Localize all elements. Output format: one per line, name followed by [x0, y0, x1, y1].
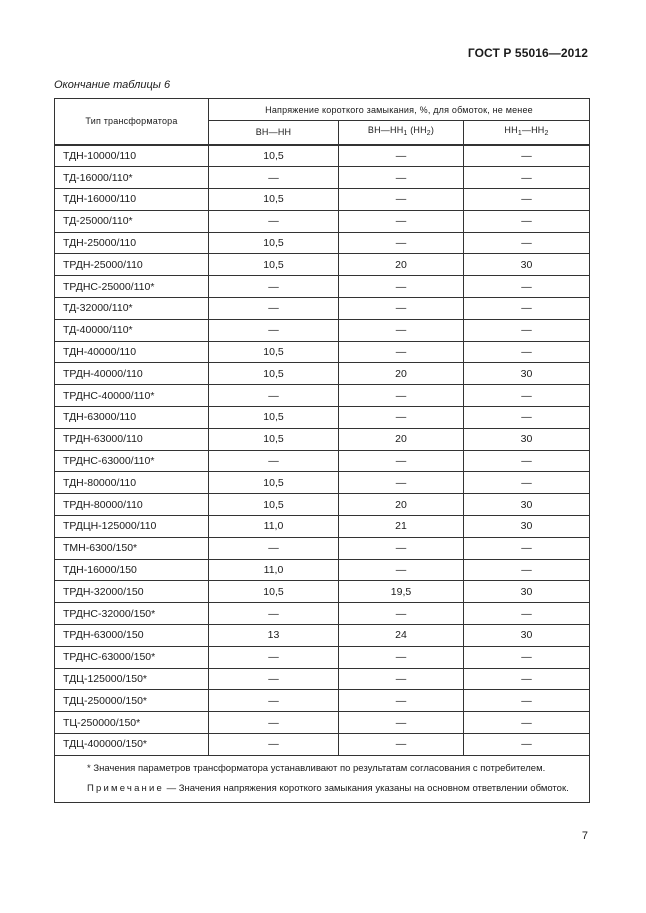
cell-voltage-value: —	[209, 450, 339, 472]
cell-voltage-value: —	[209, 668, 339, 690]
cell-transformer-type: ТДН-16000/150	[55, 559, 209, 581]
cell-voltage-value: —	[339, 537, 464, 559]
cell-transformer-type: ТДЦ-400000/150*	[55, 734, 209, 756]
cell-voltage-value: —	[339, 734, 464, 756]
table-row	[55, 581, 590, 603]
cell-voltage-value: —	[339, 145, 464, 167]
cell-voltage-value: —	[464, 341, 590, 363]
cell-transformer-type: ТРДЦН-125000/110	[55, 516, 209, 538]
cell-transformer-type: ТДН-10000/110	[55, 145, 209, 167]
cell-voltage-value: —	[209, 646, 339, 668]
cell-transformer-type: ТРДНС-32000/150*	[55, 603, 209, 625]
cell-voltage-value: —	[464, 734, 590, 756]
cell-voltage-value: 10,5	[209, 494, 339, 516]
cell-voltage-value: 10,5	[209, 254, 339, 276]
cell-voltage-value: —	[209, 167, 339, 189]
cell-voltage-value: —	[339, 298, 464, 320]
table-row	[55, 712, 590, 734]
cell-voltage-value: —	[339, 646, 464, 668]
cell-voltage-value: —	[464, 276, 590, 298]
table-row	[55, 690, 590, 712]
cell-voltage-value: —	[209, 603, 339, 625]
table-row	[55, 210, 590, 232]
cell-transformer-type: ТРДН-80000/110	[55, 494, 209, 516]
cell-voltage-value: —	[209, 298, 339, 320]
cell-voltage-value: —	[464, 712, 590, 734]
cell-voltage-value: —	[464, 385, 590, 407]
cell-transformer-type: ТРДНС-40000/110*	[55, 385, 209, 407]
cell-voltage-value: 10,5	[209, 428, 339, 450]
cell-transformer-type: ТД-40000/110*	[55, 319, 209, 341]
cell-voltage-value: —	[464, 298, 590, 320]
note	[65, 782, 581, 796]
table-row	[55, 145, 590, 167]
table-row	[55, 559, 590, 581]
cell-transformer-type: ТРДН-40000/110	[55, 363, 209, 385]
cell-transformer-type: ТДН-40000/110	[55, 341, 209, 363]
cell-voltage-value: 10,5	[209, 232, 339, 254]
cell-voltage-value: —	[464, 210, 590, 232]
cell-voltage-value: —	[464, 559, 590, 581]
cell-voltage-value: 30	[464, 494, 590, 516]
cell-voltage-value: —	[339, 712, 464, 734]
cell-voltage-value: —	[464, 603, 590, 625]
cell-voltage-value: —	[339, 407, 464, 429]
cell-voltage-value: —	[339, 232, 464, 254]
table-row	[55, 254, 590, 276]
table-row	[55, 494, 590, 516]
table-row	[55, 734, 590, 756]
cell-transformer-type: ТДН-63000/110	[55, 407, 209, 429]
table-row	[55, 537, 590, 559]
table-caption: Окончание таблицы 6	[54, 79, 171, 91]
cell-transformer-type: ТРДНС-25000/110*	[55, 276, 209, 298]
note-label: Примечание	[87, 783, 164, 794]
table-row	[55, 167, 590, 189]
cell-voltage-value: —	[339, 385, 464, 407]
table-row	[55, 319, 590, 341]
table-row	[55, 276, 590, 298]
cell-voltage-value: 10,5	[209, 145, 339, 167]
table-row	[55, 428, 590, 450]
cell-transformer-type: ТДЦ-250000/150*	[55, 690, 209, 712]
table-row	[55, 625, 590, 647]
cell-voltage-value: —	[339, 690, 464, 712]
cell-transformer-type: ТД-25000/110*	[55, 210, 209, 232]
cell-transformer-type: ТД-16000/110*	[55, 167, 209, 189]
cell-voltage-value: 10,5	[209, 189, 339, 211]
cell-voltage-value: —	[209, 319, 339, 341]
cell-voltage-value: —	[339, 189, 464, 211]
cell-voltage-value: —	[339, 319, 464, 341]
cell-voltage-value: —	[339, 276, 464, 298]
header-lv1-lv2: $НН_1—НН_2$	[464, 121, 590, 145]
cell-voltage-value: 20	[339, 428, 464, 450]
cell-voltage-value: 30	[464, 581, 590, 603]
cell-voltage-value: —	[339, 341, 464, 363]
cell-voltage-value: —	[209, 537, 339, 559]
cell-voltage-value: —	[464, 189, 590, 211]
cell-voltage-value: 24	[339, 625, 464, 647]
table-row	[55, 407, 590, 429]
cell-transformer-type: ТДН-16000/110	[55, 189, 209, 211]
table-row	[55, 472, 590, 494]
cell-transformer-type: ТРДНС-63000/150*	[55, 646, 209, 668]
cell-voltage-value: 30	[464, 363, 590, 385]
cell-voltage-value: 30	[464, 625, 590, 647]
cell-transformer-type: ТМН-6300/150*	[55, 537, 209, 559]
cell-voltage-value: —	[209, 276, 339, 298]
cell-voltage-value: 20	[339, 254, 464, 276]
cell-transformer-type: ТДН-80000/110	[55, 472, 209, 494]
cell-voltage-value: —	[464, 668, 590, 690]
cell-voltage-value: 30	[464, 428, 590, 450]
table-row	[55, 363, 590, 385]
cell-transformer-type: ТЦ-250000/150*	[55, 712, 209, 734]
cell-voltage-value: —	[209, 385, 339, 407]
cell-voltage-value: —	[464, 167, 590, 189]
cell-voltage-value: —	[209, 734, 339, 756]
table-row	[55, 516, 590, 538]
cell-voltage-value: 10,5	[209, 581, 339, 603]
cell-voltage-value: 10,5	[209, 407, 339, 429]
transformer-table	[54, 98, 590, 756]
cell-voltage-value: —	[339, 167, 464, 189]
cell-transformer-type: ТРДН-32000/150	[55, 581, 209, 603]
table-row	[55, 189, 590, 211]
cell-voltage-value: —	[209, 690, 339, 712]
cell-voltage-value: 11,0	[209, 516, 339, 538]
table-row	[55, 668, 590, 690]
table-row	[55, 385, 590, 407]
cell-voltage-value: 21	[339, 516, 464, 538]
table-row	[55, 646, 590, 668]
cell-voltage-value: —	[464, 407, 590, 429]
cell-voltage-value: 10,5	[209, 472, 339, 494]
page-number: 7	[581, 830, 588, 842]
cell-voltage-value: 10,5	[209, 341, 339, 363]
cell-transformer-type: ТДЦ-125000/150*	[55, 668, 209, 690]
cell-transformer-type: ТД-32000/110*	[55, 298, 209, 320]
document-code: ГОСТ Р 55016—2012	[467, 46, 588, 60]
header-short-circuit-voltage: Напряжение короткого замыкания, %, для обмоток, не менее	[209, 99, 590, 121]
cell-voltage-value: 20	[339, 494, 464, 516]
table-row	[55, 298, 590, 320]
cell-voltage-value: —	[339, 472, 464, 494]
cell-voltage-value: —	[209, 210, 339, 232]
cell-transformer-type: ТРДНС-63000/110*	[55, 450, 209, 472]
cell-voltage-value: 20	[339, 363, 464, 385]
table-body	[55, 145, 590, 756]
header-transformer-type: Тип трансформатора	[55, 99, 209, 145]
cell-voltage-value: —	[464, 319, 590, 341]
cell-voltage-value: —	[464, 232, 590, 254]
header-hv-lv1-lv2: $ВН—НН_1$ $(НН_2)$	[339, 121, 464, 145]
cell-voltage-value: 13	[209, 625, 339, 647]
cell-transformer-type: ТРДН-63000/150	[55, 625, 209, 647]
table-row	[55, 450, 590, 472]
table-row	[55, 341, 590, 363]
cell-voltage-value: —	[464, 472, 590, 494]
footnote: * Значения параметров трансформатора устанавливают по результатам согласования с потребителем.	[87, 763, 546, 774]
header-hv-lv: ВН—НН	[209, 121, 339, 145]
cell-voltage-value: —	[339, 603, 464, 625]
cell-voltage-value: —	[339, 668, 464, 690]
table-row	[55, 603, 590, 625]
cell-transformer-type: ТРДН-63000/110	[55, 428, 209, 450]
cell-transformer-type: ТДН-25000/110	[55, 232, 209, 254]
cell-voltage-value: 30	[464, 254, 590, 276]
cell-voltage-value: —	[464, 690, 590, 712]
cell-voltage-value: 30	[464, 516, 590, 538]
table-notes	[54, 756, 590, 803]
cell-voltage-value: —	[464, 537, 590, 559]
cell-voltage-value: —	[339, 210, 464, 232]
cell-voltage-value: —	[464, 450, 590, 472]
note-text: — Значения напряжения короткого замыкания указаны на основном ответвлении обмоток.	[164, 783, 569, 794]
cell-voltage-value: —	[339, 559, 464, 581]
cell-voltage-value: —	[464, 145, 590, 167]
cell-voltage-value: —	[209, 712, 339, 734]
cell-voltage-value: 11,0	[209, 559, 339, 581]
cell-voltage-value: —	[339, 450, 464, 472]
table-row	[55, 232, 590, 254]
cell-transformer-type: ТРДН-25000/110	[55, 254, 209, 276]
cell-voltage-value: —	[464, 646, 590, 668]
cell-voltage-value: 10,5	[209, 363, 339, 385]
cell-voltage-value: 19,5	[339, 581, 464, 603]
